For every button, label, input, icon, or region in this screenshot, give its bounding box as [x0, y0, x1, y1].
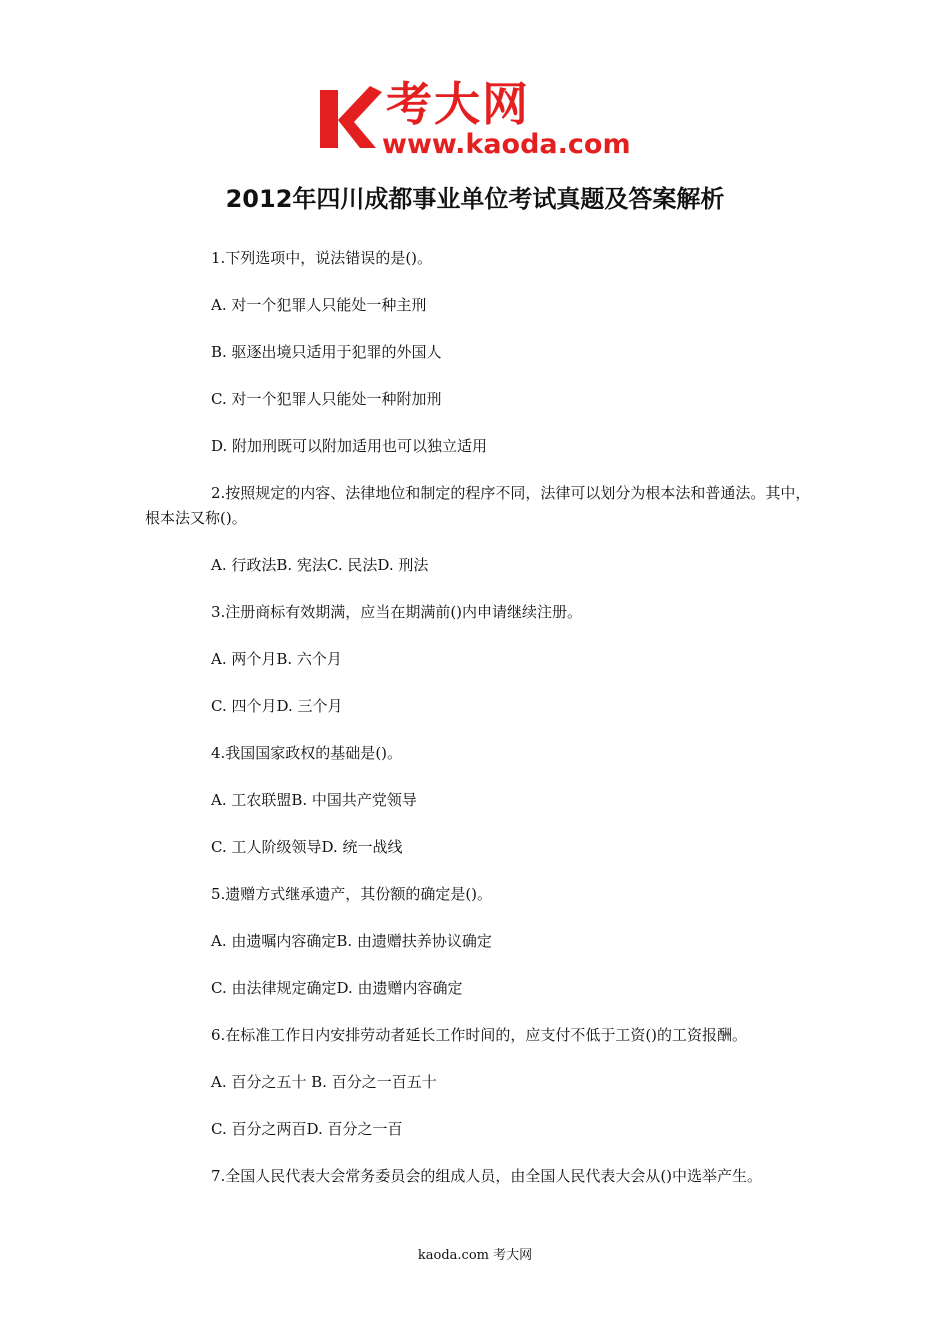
kaoda-logo [318, 77, 638, 160]
k-logo-icon [318, 82, 384, 152]
question-2: 2.按照规定的内容、法律地位和制定的程序不同，法律可以划分为根本法和普通法。其中，根本法又称()。 [145, 484, 811, 527]
logo-brand-text: 考大网 [386, 77, 530, 131]
page-footer: kaoda.com 考大网 [417, 1248, 533, 1263]
question-4: 4.我国国家政权的基础是()。 [211, 744, 403, 762]
q1-option-d: D. 附加刑既可以附加适用也可以独立适用 [211, 437, 488, 455]
q5-options-ab: A. 由遗嘱内容确定B. 由遗赠扶养协议确定 [211, 932, 492, 950]
page-title: 2012年四川成都事业单位考试真题及答案解析 [225, 185, 725, 213]
question-6: 6.在标准工作日内安排劳动者延长工作时间的，应支付不低于工资()的工资报酬。 [211, 1026, 748, 1044]
question-7: 7.全国人民代表大会常务委员会的组成人员，由全国人民代表大会从()中选举产生。 [211, 1167, 763, 1185]
q2-options: A. 行政法B. 宪法C. 民法D. 刑法 [211, 556, 429, 574]
q1-option-a: A. 对一个犯罪人只能处一种主刑 [211, 296, 427, 314]
question-3: 3.注册商标有效期满，应当在期满前()内申请继续注册。 [211, 603, 583, 621]
q3-options-ab: A. 两个月B. 六个月 [211, 650, 342, 668]
logo-url-text: www.kaoda.com [382, 129, 631, 160]
q5-options-cd: C. 由法律规定确定D. 由遗赠内容确定 [211, 979, 463, 997]
question-1: 1.下列选项中，说法错误的是()。 [211, 249, 433, 267]
q6-options-ab: A. 百分之五十 B. 百分之一百五十 [211, 1073, 437, 1091]
q1-option-c: C. 对一个犯罪人只能处一种附加刑 [211, 390, 442, 408]
q6-options-cd: C. 百分之两百D. 百分之一百 [211, 1120, 403, 1138]
q4-options-ab: A. 工农联盟B. 中国共产党领导 [211, 791, 417, 809]
q1-option-b: B. 驱逐出境只适用于犯罪的外国人 [211, 343, 442, 361]
question-5: 5.遗赠方式继承遗产，其份额的确定是()。 [211, 885, 493, 903]
q3-options-cd: C. 四个月D. 三个月 [211, 697, 343, 715]
q4-options-cd: C. 工人阶级领导D. 统一战线 [211, 838, 403, 856]
document-body [145, 246, 825, 1211]
